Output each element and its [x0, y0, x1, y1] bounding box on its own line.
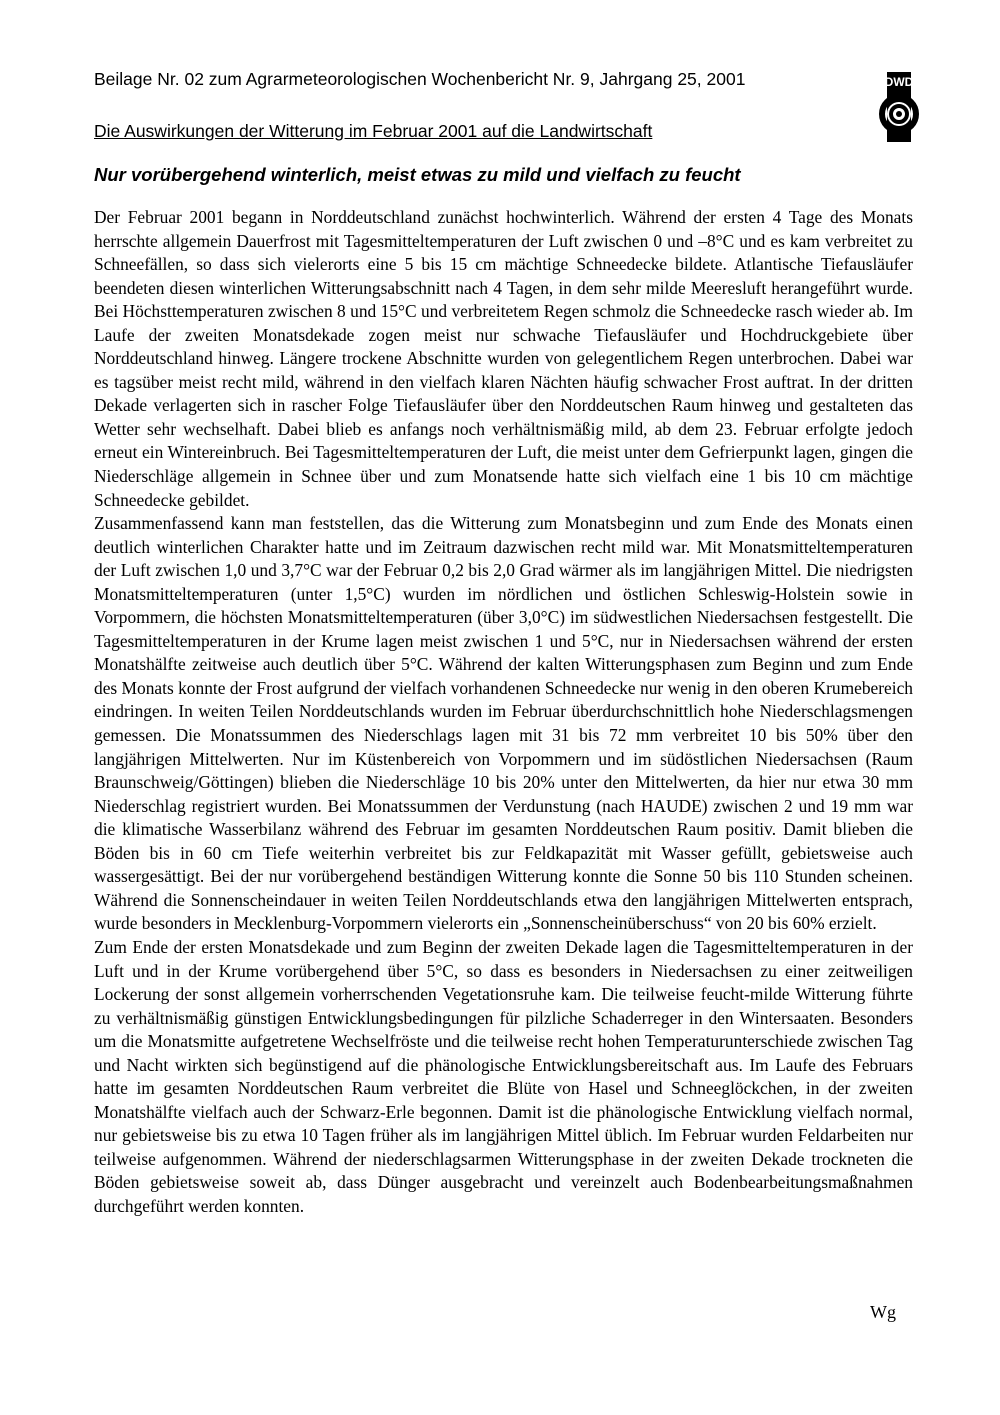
author-signature: Wg [870, 1302, 896, 1322]
article-body [94, 206, 913, 1219]
dwd-logo-icon [876, 72, 922, 148]
dwd-logo-text: DWD [884, 75, 914, 89]
headline: Nur vorübergehend winterlich, meist etwas zu mild und vielfach zu feucht [94, 164, 741, 185]
paragraph-2: Zusammenfassend kann man feststellen, das die Witterung zum Monatsbeginn und zum Ende des Monats einen deutlich winterlichen Charakter hatte und im Zeitraum dazwischen recht mild war. Mit Monatsmitteltemperaturen der Luft zwischen 1,0 und 3,7°C war der Februar 0,2 bis 2,0 Grad wärmer als im langjährigen Mittel. Die niedrigsten Monatsmitteltemperaturen (unter 1,5°C) wurden im nördlichen und östlichen Schleswig-Holstein sowie in Vorpommern, die höchsten Monatsmitteltemperaturen (über 3,0°C) im südwestlichen Niedersachsen festgestellt. Die Tagesmitteltemperaturen in der Krume lagen meist zwischen 1 und 5°C, nur in Niedersachsen während der ersten Monatshälfte zeitweise auch deutlich über 5°C. Während der kalten Witterungsphasen zum Beginn und zum Ende des Monats konnte der Frost aufgrund der vielfach vorhandenen Schneedecke nur wenig in den oberen Krumebereich eindringen. In weiten Teilen Norddeutschlands wurden im Februar überdurchschnittlich hohe Niederschlagsmengen gemessen. Die Monatssummen des Niederschlags lagen mit 31 bis 72 mm verbreitet 10 bis 50% über den langjährigen Mittelwerten. Nur im Küstenbereich von Vorpommern und im südöstlichen Niedersachsen (Raum Braunschweig/Göttingen) blieben die Niederschläge 10 bis 20% unter den Mittelwerten, da hier nur etwa 30 mm Niederschlag registriert wurden. Bei Monatssummen der Verdunstung (nach HAUDE) zwischen 2 und 19 mm war die klimatische Wasserbilanz während des Februar im gesamten Norddeutschen Raum positiv. Damit blieben die Böden bis in 60 cm Tiefe weiterhin verbreitet bis zur Feldkapazität mit Wasser gefüllt, gebietsweise auch wassergesättigt. Bei der nur vorübergehend beständigen Witterung konnte die Sonne 50 bis 110 Stunden scheinen. Während die Sonnenscheindauer in weiten Teilen Norddeutschlands etwa den langjährigen Mittelwerten entsprach, wurde besonders in Mecklenburg-Vorpommern vielerorts ein „Sonnenscheinüberschuss“ von 20 bis 60% erzielt. [94, 513, 913, 934]
paragraph-3: Zum Ende der ersten Monatsdekade und zum Beginn der zweiten Dekade lagen die Tagesmitteltemperaturen in der Luft und in der Krume vorübergehend über 5°C, so dass es besonders in Niedersachsen zu einer zeitweiligen Lockerung der sonst allgemein vorherrschenden Vegetationsruhe kam. Die teilweise feucht-milde Witterung führte zu verhältnismäßig günstigen Entwicklungsbedingungen für pilzliche Schaderreger in den Wintersaaten. Besonders um die Monatsmitte aufgetretene Wechselfröste und die teilweise recht hohen Temperaturunterschiede zwischen Tag und Nacht wirkten sich begünstigend auf die phänologische Entwicklungsbereitschaft aus. Im Laufe des Februars hatte im gesamten Norddeutschen Raum verbreitet die Blüte von Hasel und Schneeglöckchen, in der zweiten Monatshälfte vielfach auch der Schwarz-Erle begonnen. Damit ist die phänologische Entwicklung vielfach normal, nur gebietsweise bis zu etwa 10 Tagen früher als im langjährigen Mittel üblich. Im Februar wurden Feldarbeiten nur teilweise aufgenommen. Während der niederschlagsarmen Witterungsphase in der zweiten Dekade trockneten die Böden gebietsweise soweit ab, dass Dünger ausgebracht und vereinzelt auch Bodenbearbeitungsmaßnahmen durchgeführt werden konnten. [94, 936, 913, 1216]
paragraph-1: Der Februar 2001 begann in Norddeutschland zunächst hochwinterlich. Während der ersten 4 Tage des Monats herrschte allgemein Dauerfrost mit Tagesmitteltemperaturen der Luft zwischen 0 und –8°C und es kam verbreitet zu Schneefällen, so dass sich vielerorts eine 5 bis 15 cm mächtige Schneedecke bildete. Atlantische Tiefausläufer beendeten diesen winterlichen Witterungsabschnitt nach 4 Tagen, in dem sehr milde Meeresluft herangeführt wurde. Bei Höchsttemperaturen zwischen 8 und 15°C und verbreitetem Regen schmolz die Schneedecke rasch wieder ab. Im Laufe der zweiten Monatsdekade zogen meist nur schwache Tiefausläufer und Hochdruckgebiete über Norddeutschland hinweg. Längere trockene Abschnitte wurden von gelegentlichem Regen unterbrochen. Dabei war es tagsüber meist recht mild, während in den vielfach klaren Nächten häufig schwacher Frost auftrat. In der dritten Dekade verlagerten sich in rascher Folge Tiefausläufer über den Norddeutschen Raum hinweg und gestalteten das Wetter sehr wechselhaft. Dabei blieb es anfangs noch verhältnismäßig mild, ab dem 23. Februar erfolgte jedoch erneut ein Wintereinbruch. Bei Tagesmitteltemperaturen der Luft, die meist unter dem Gefrierpunkt lagen, gingen die Niederschläge allgemein in Schnee über und zum Monatsende hatte sich vielfach eine 1 bis 10 cm mächtige Schneedecke gebildet. [94, 207, 913, 510]
document-title: Die Auswirkungen der Witterung im Februar 2001 auf die Landwirtschaft [94, 121, 653, 141]
supplement-line: Beilage Nr. 02 zum Agrarmeteorologischen Wochenbericht Nr. 9, Jahrgang 25, 2001 [94, 69, 746, 89]
